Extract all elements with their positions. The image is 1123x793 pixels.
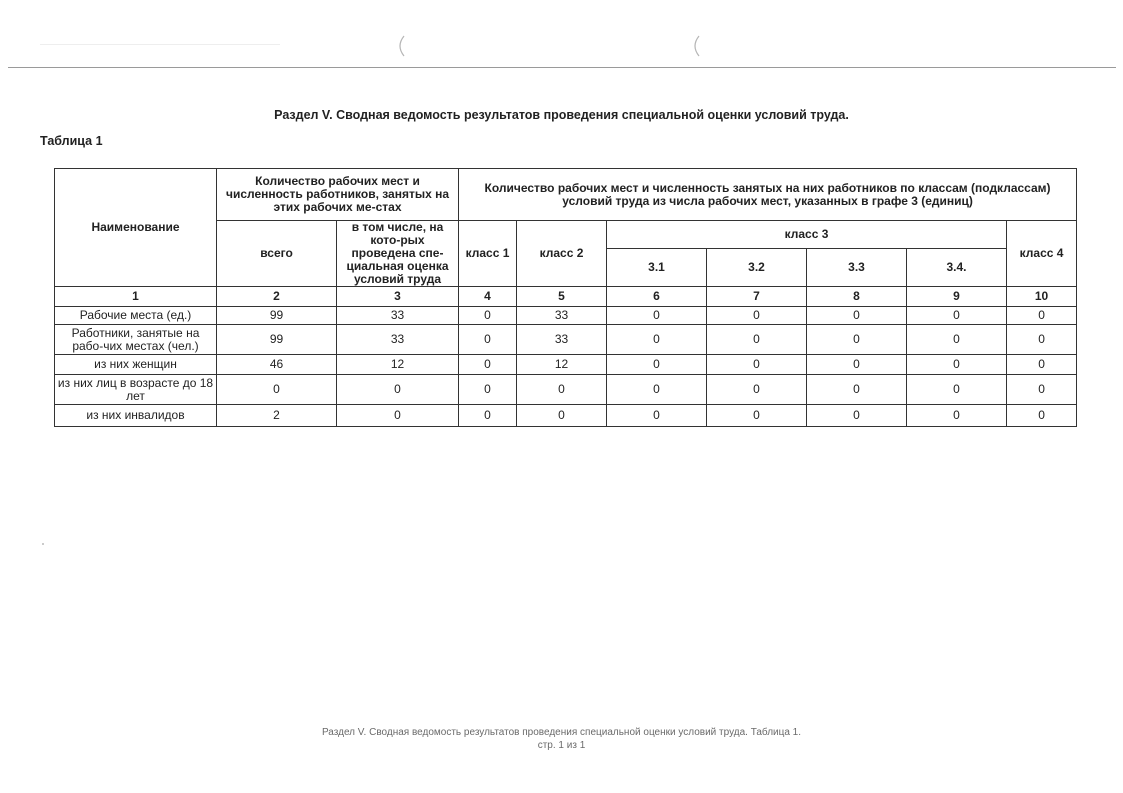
table-cell: 0 xyxy=(459,307,517,325)
table-cell: 0 xyxy=(907,307,1007,325)
header-class-2: класс 2 xyxy=(517,221,607,287)
table-cell: 0 xyxy=(807,355,907,375)
column-number-row xyxy=(55,287,1077,307)
column-number: 9 xyxy=(907,287,1007,307)
column-number: 4 xyxy=(459,287,517,307)
row-name: из них лиц в возрасте до 18 лет xyxy=(55,375,217,405)
punch-hole-mark xyxy=(393,34,407,58)
table-cell: 0 xyxy=(907,355,1007,375)
footer-page-number: стр. 1 из 1 xyxy=(537,740,586,751)
punch-hole-mark xyxy=(688,34,702,58)
table-cell: 99 xyxy=(217,307,337,325)
table-cell: 0 xyxy=(1007,405,1077,427)
row-name: из них женщин xyxy=(55,355,217,375)
table-cell: 0 xyxy=(1007,355,1077,375)
table-cell: 0 xyxy=(607,405,707,427)
column-number: 5 xyxy=(517,287,607,307)
table-cell: 46 xyxy=(217,355,337,375)
summary-table xyxy=(54,168,1077,427)
header-subclass-3-4: 3.4. xyxy=(907,249,1007,287)
header-row-1 xyxy=(55,169,1077,221)
table-cell: 12 xyxy=(517,355,607,375)
table-cell: 0 xyxy=(459,355,517,375)
table-row xyxy=(55,325,1077,355)
table-cell: 33 xyxy=(517,307,607,325)
table-cell: 0 xyxy=(607,307,707,325)
table-row xyxy=(55,375,1077,405)
column-number: 10 xyxy=(1007,287,1077,307)
column-number: 1 xyxy=(55,287,217,307)
page-top-rule xyxy=(8,67,1116,68)
scan-artifact-line xyxy=(40,44,280,45)
row-name: Работники, занятые на рабо-чих местах (чел.) xyxy=(55,325,217,355)
row-name: из них инвалидов xyxy=(55,405,217,427)
table-cell: 0 xyxy=(707,325,807,355)
table-cell: 0 xyxy=(807,375,907,405)
table-row xyxy=(55,307,1077,325)
header-subclass-3-2: 3.2 xyxy=(707,249,807,287)
table-cell: 0 xyxy=(707,355,807,375)
header-total: всего xyxy=(217,221,337,287)
table-cell: 0 xyxy=(217,375,337,405)
table-cell: 0 xyxy=(607,355,707,375)
header-class-3: класс 3 xyxy=(607,221,1007,249)
table-cell: 0 xyxy=(337,405,459,427)
table-cell: 2 xyxy=(217,405,337,427)
table-cell: 0 xyxy=(807,405,907,427)
table-cell: 33 xyxy=(337,325,459,355)
column-number: 3 xyxy=(337,287,459,307)
table-label: Таблица 1 xyxy=(40,134,103,148)
column-number: 2 xyxy=(217,287,337,307)
header-name: Наименование xyxy=(55,169,217,287)
scan-speck xyxy=(42,543,44,545)
table-cell: 0 xyxy=(1007,375,1077,405)
header-subclass-3-3: 3.3 xyxy=(807,249,907,287)
table-cell: 0 xyxy=(459,325,517,355)
table-cell: 0 xyxy=(607,325,707,355)
table-cell: 0 xyxy=(807,325,907,355)
table-cell: 0 xyxy=(337,375,459,405)
table-cell: 0 xyxy=(459,405,517,427)
table-cell: 0 xyxy=(707,307,807,325)
row-name: Рабочие места (ед.) xyxy=(55,307,217,325)
header-group-workplaces: Количество рабочих мест и численность работников, занятых на этих рабочих ме-стах xyxy=(217,169,459,221)
header-subclass-3-1: 3.1 xyxy=(607,249,707,287)
table-cell: 33 xyxy=(517,325,607,355)
table-row xyxy=(55,405,1077,427)
header-class-1: класс 1 xyxy=(459,221,517,287)
header-class-4: класс 4 xyxy=(1007,221,1077,287)
document-title: Раздел V. Сводная ведомость результатов проведения специальной оценки условий труда. xyxy=(274,108,849,122)
column-number: 8 xyxy=(807,287,907,307)
table-cell: 0 xyxy=(607,375,707,405)
table-cell: 0 xyxy=(907,405,1007,427)
header-assessed: в том числе, на кото-рых проведена спе-циальная оценка условий труда xyxy=(337,221,459,287)
table-cell: 0 xyxy=(907,325,1007,355)
column-number: 7 xyxy=(707,287,807,307)
page-footer xyxy=(0,726,1123,752)
table-cell: 12 xyxy=(337,355,459,375)
table-cell: 0 xyxy=(517,405,607,427)
table-cell: 0 xyxy=(459,375,517,405)
table-cell: 0 xyxy=(1007,325,1077,355)
table-cell: 0 xyxy=(707,375,807,405)
table-row xyxy=(55,355,1077,375)
table-cell: 0 xyxy=(1007,307,1077,325)
table-cell: 0 xyxy=(517,375,607,405)
footer-caption: Раздел V. Сводная ведомость результатов проведения специальной оценки условий труда. Таблица 1. xyxy=(321,727,802,738)
table-cell: 33 xyxy=(337,307,459,325)
table-cell: 0 xyxy=(807,307,907,325)
table-cell: 0 xyxy=(907,375,1007,405)
table-cell: 0 xyxy=(707,405,807,427)
column-number: 6 xyxy=(607,287,707,307)
table-cell: 99 xyxy=(217,325,337,355)
header-group-classes: Количество рабочих мест и численность занятых на них работников по классам (подклассам) условий труда из числа рабочих мест, указанных в графе 3 (единиц) xyxy=(459,169,1077,221)
